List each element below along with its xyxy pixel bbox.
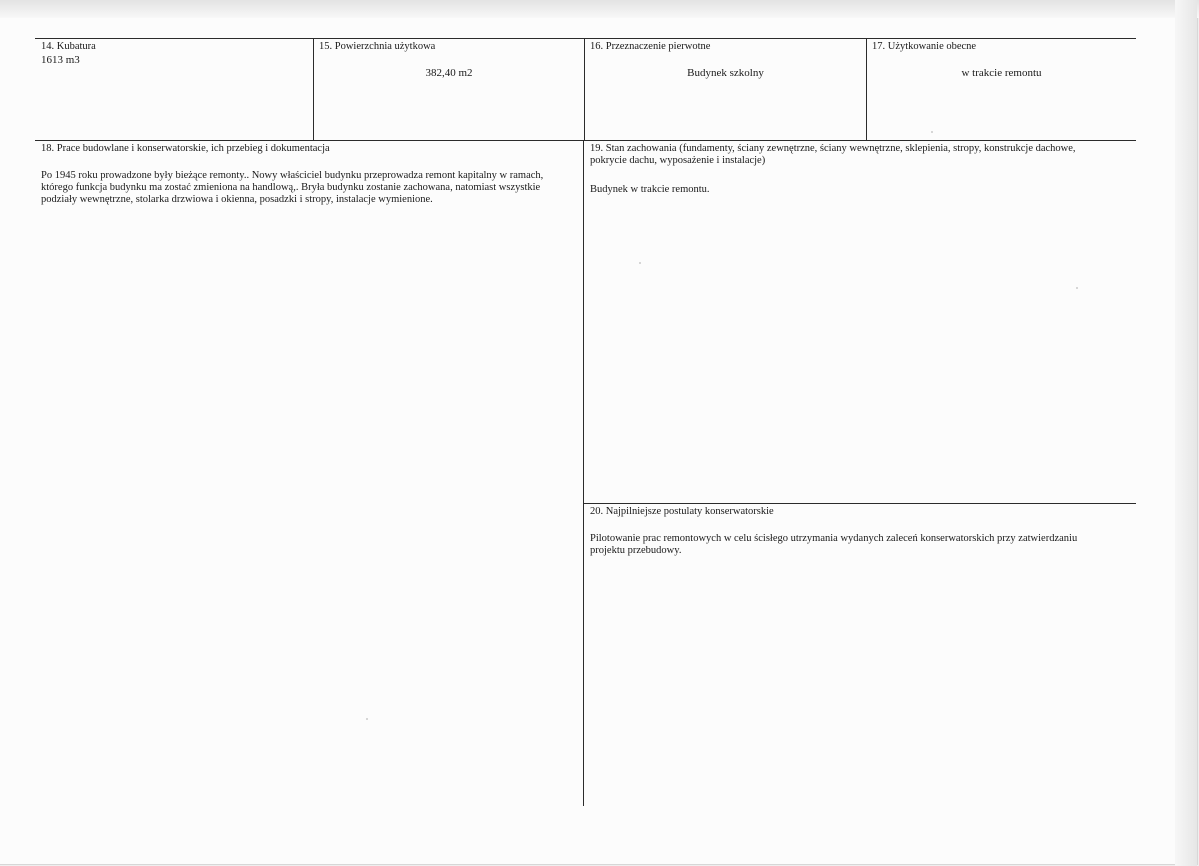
- field-18-line: Po 1945 roku prowadzone były bieżące remonty.. Nowy właściciel budynku przeprowadza remont kapitalny w ramach,: [41, 170, 544, 181]
- field-16-value: Budynek szkolny: [687, 67, 764, 79]
- field-19-label-line: 19. Stan zachowania (fundamenty, ściany zewnętrzne, ściany wewnętrzne, sklepienia, stropy, konstrukcje dachowe,: [590, 143, 1076, 154]
- field-14-value: 1613 m3: [41, 54, 80, 66]
- field-20-label: 20. Najpilniejsze postulaty konserwatorskie: [590, 506, 774, 517]
- field-20-line: Pilotowanie prac remontowych w celu ścisłego utrzymania wydanych zaleceń konserwatorskich przy zatwierdzaniu: [590, 533, 1078, 544]
- field-17-value: w trakcie remontu: [961, 67, 1042, 79]
- field-19-label-line: pokrycie dachu, wyposażenie i instalacje): [590, 155, 766, 166]
- divider-18-19: [583, 140, 584, 806]
- divider-16-17: [866, 38, 867, 140]
- divider-14-15: [313, 38, 314, 140]
- scan-right-shadow: [1175, 0, 1197, 866]
- field-19-value: Budynek w trakcie remontu.: [590, 184, 710, 195]
- top-rule: [35, 38, 1136, 39]
- field-20-text: [590, 533, 1077, 557]
- scan-speck: [366, 718, 368, 720]
- field-18-line: podziały wewnętrzne, stolarka drzwiowa i okienna, posadzki i stropy, instalacje wymienione.: [41, 194, 433, 205]
- divider-15-16: [584, 38, 585, 140]
- field-20-line: projektu przebudowy.: [590, 545, 682, 556]
- field-18-line: którego funkcja budynku ma zostać zmieniona na handlową,. Bryła budynku zostanie zachowana, natomiast wszystkie: [41, 182, 541, 193]
- row19-bottom-rule: [583, 503, 1136, 504]
- field-18-text: [41, 170, 543, 206]
- field-18-label: 18. Prace budowlane i konserwatorskie, ich przebieg i dokumentacja: [41, 143, 330, 154]
- scan-top-shadow: [0, 0, 1199, 18]
- field-14-label: 14. Kubatura: [41, 41, 96, 52]
- scan-speck: [1076, 287, 1078, 289]
- scan-speck: [931, 131, 933, 133]
- field-15-value: 382,40 m2: [425, 67, 473, 79]
- field-17-label: 17. Użytkowanie obecne: [872, 41, 977, 52]
- field-16-label: 16. Przeznaczenie pierwotne: [590, 41, 711, 52]
- scan-speck: [639, 262, 641, 264]
- field-15-label: 15. Powierzchnia użytkowa: [319, 41, 436, 52]
- field-19-label: [590, 143, 1076, 167]
- row1-bottom-rule: [35, 140, 1136, 141]
